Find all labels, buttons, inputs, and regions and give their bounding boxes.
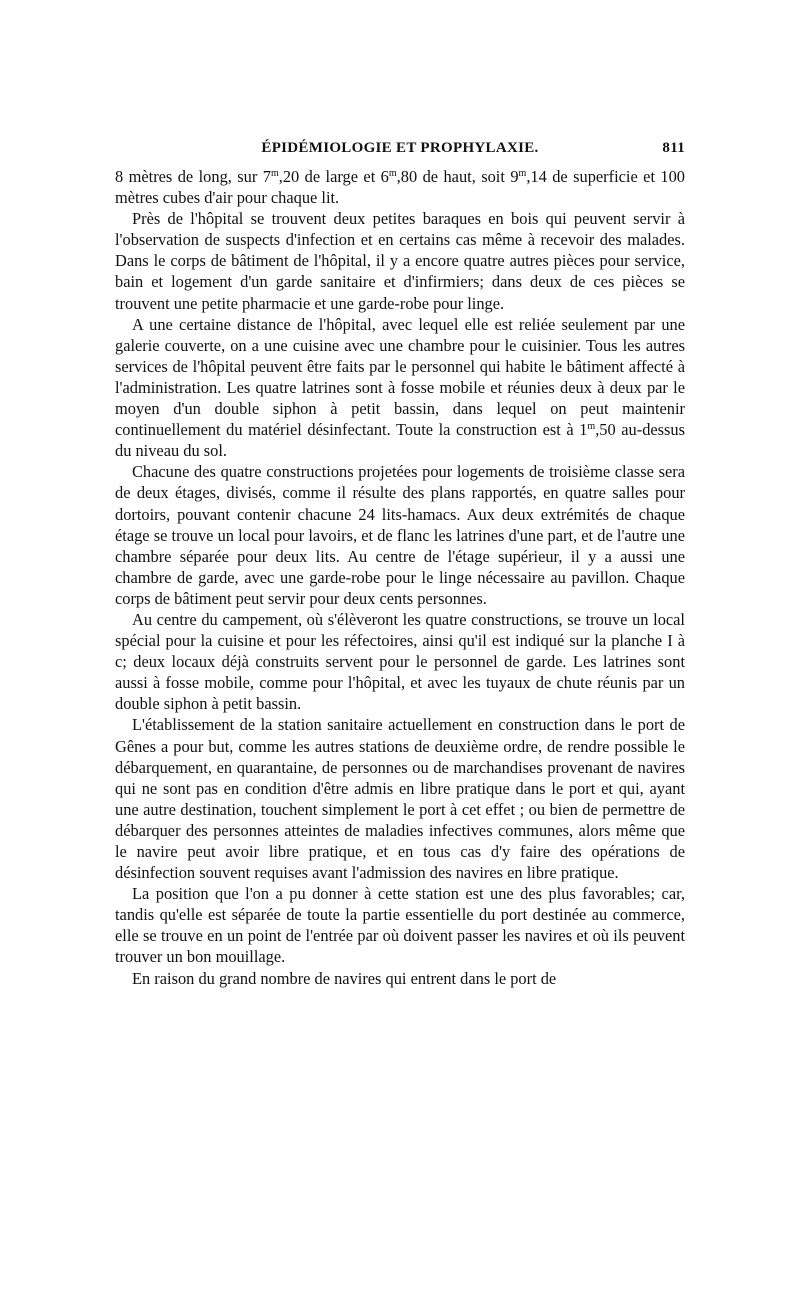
paragraph: Près de l'hôpital se trouvent deux petites baraques en bois qui peuvent servir à l'observation de suspects d'infection et en certains cas même à recevoir des malades. Dans le corps de bâtiment de l'hôpital, il y a encore quatre autres pièces pour service, bain et logement d'un garde sanitaire et d'infirmiers; dans deux de ces pièces se trouvent une petite pharmacie et une garde-robe pour linge. bbox=[115, 209, 685, 313]
paragraph: A une certaine distance de l'hôpital, avec lequel elle est reliée seulement par une galerie couverte, on a une cuisine avec une chambre pour le cuisinier. Tous les autres services de l'hôpital peuvent être faits par le personnel qui habite le bâtiment affecté à l'administration. Les quatre latrines sont à fosse mobile et réunies deux à deux par le moyen d'un double siphon à petit bassin, dans lequel on peut maintenir continuellement du matériel désinfectant. Toute la construction est à 1$^m$,50 au-dessus du niveau du sol. bbox=[115, 314, 685, 461]
body-text bbox=[115, 166, 685, 989]
running-header bbox=[115, 140, 685, 166]
book-page bbox=[115, 140, 685, 989]
paragraph: En raison du grand nombre de navires qui entrent dans le port de bbox=[132, 968, 557, 988]
paragraph: 8 mètres de long, sur 7$^m$,20 de large et 6$^m$,80 de haut, soit 9$^m$,14 de superficie et 100 mètres cubes d'air pour chaque lit. bbox=[115, 167, 686, 208]
running-title: ÉPIDÉMIOLOGIE ET PROPHYLAXIE. bbox=[261, 140, 539, 156]
paragraph: L'établissement de la station sanitaire actuellement en construction dans le port de Gênes a pour but, comme les autres stations de deuxième ordre, de rendre possible le débarquement, en quarantaine, de personnes ou de marchandises provenant de navires qui ne sont pas en condition d'être admis en libre pratique dans le port et qui, ayant une autre destination, touchent simplement le port à cet effet ; ou bien de permettre de débarquer des personnes atteintes de maladies infectives communes, alors même que le navire peut avoir libre pratique, et en tous cas d'y faire des opérations de désinfection souvent requises avant l'admission des navires en libre pratique. bbox=[115, 715, 685, 883]
paragraph: Chacune des quatre constructions projetées pour logements de troisième classe sera de deux étages, divisés, comme il résulte des plans rapportés, en quatre salles pour dortoirs, pouvant contenir chacune 24 lits-hamacs. Aux deux extrémités de chaque étage se trouve un local pour lavoirs, et de flanc les latrines d'une part, et de l'autre une chambre séparée pour deux lits. Au centre de l'étage supérieur, il y a aussi une chambre de garde, avec une garde-robe pour le linge nécessaire au pavillon. Chaque corps de bâtiment peut servir pour deux cents personnes. bbox=[115, 462, 685, 608]
paragraph: Au centre du campement, où s'élèveront les quatre constructions, se trouve un local spécial pour la cuisine et pour les réfectoires, ainsi qu'il est indiqué sur la planche I à c; deux locaux déjà construits servent pour le personnel de garde. Les latrines sont aussi à fosse mobile, comme pour l'hôpital, et avec les tuyaux de chute réunis par un double siphon à petit bassin. bbox=[115, 609, 685, 714]
paragraph: La position que l'on a pu donner à cette station est une des plus favorables; car, tandis qu'elle est séparée de toute la partie essentielle du port destinée au commerce, elle se trouve en un point de l'entrée par où doivent passer les navires et où ils peuvent trouver un bon mouillage. bbox=[115, 884, 685, 967]
page-number: 811 bbox=[662, 140, 685, 156]
